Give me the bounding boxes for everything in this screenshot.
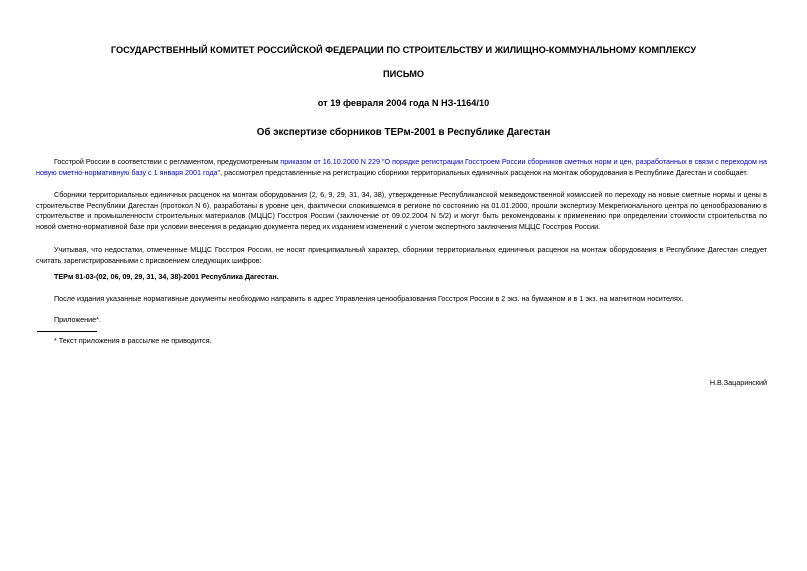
paragraph-regulation-intro: Госстрой России в соответствии с регламентом, предусмотренным — [54, 157, 281, 166]
paragraph-regulation-rest: , рассмотрел представленные на регистрацию сборники территориальных единичных расценок на монтаж оборудования в Республике Дагестан и сообщает. — [220, 167, 748, 177]
paragraph-collections: Сборники территориальных единичных расценок на монтаж оборудования (2, 6, 9, 29, 31, 34, 38), утвержденные Республиканской межведомственной комиссией по переходу на новые сметные нормы и цены в строительстве Республики Дагестан (протокол N 6), разработаны в уровне цен, фактически сложившемся в регионе по состоянию на 01.01.2000, прошли экспертизу Межрегионального центра по ценообразованию в строительстве и промышленности строительных материалов (МЦЦС) Госстроя России (заключение от 09.02.2004 N 5/2) и могут быть рекомендованы к применению при определении стоимости строительства по новой сметно-нормативной базе при условии внесения в редакцию документа перед их изданием изменений с учетом экспертного заключения МЦЦС Госстроя России. — [36, 190, 767, 231]
document-date-number: от 19 февраля 2004 года N НЗ-1164/10 — [317, 98, 490, 108]
footnote-text: * Текст приложения в рассылке не приводится. — [54, 336, 212, 345]
order-229-link[interactable]: приказом от 16.10.2000 N 229 "О порядке регистрации Госстроем России сборников сметных норм и цен, разработанных в связи с переходом на новую сметно-нормативную базу с 1 января 2001 года" — [36, 157, 767, 177]
footnote-divider — [37, 331, 97, 332]
appendix-label: Приложение*. — [54, 315, 101, 324]
issuer-title: ГОСУДАРСТВЕННЫЙ КОМИТЕТ РОССИЙСКОЙ ФЕДЕРАЦИИ ПО СТРОИТЕЛЬСТВУ И ЖИЛИЩНО-КОММУНАЛЬНОМУ КОМПЛЕКСУ — [110, 45, 697, 55]
document-subject: Об экспертизе сборников ТЕРм-2001 в Республике Дагестан — [256, 127, 551, 138]
signature: Н.В.Зацаринский — [709, 378, 767, 387]
paragraph-delivery: После издания указанные нормативные документы необходимо направить в адрес Управления ценообразования Госстроя России в 2 экз. на бумажном и в 1 экз. на магнитном носителях. — [54, 294, 684, 303]
paragraph-registration: Учитывая, что недостатки, отмеченные МЦЦС Госстроя России, не носят принципиальный характер, сборники территориальных единичных расценок на монтаж оборудования в Республике Дагестан следует считать зарегистрированными с присвоением следующих шифров: — [36, 245, 767, 265]
registration-code: ТЕРм 81-03-(02, 06, 09, 29, 31, 34, 38)-2001 Республика Дагестан. — [54, 272, 279, 281]
document-type: ПИСЬМО — [382, 69, 425, 79]
paragraph-regulation — [36, 157, 767, 178]
